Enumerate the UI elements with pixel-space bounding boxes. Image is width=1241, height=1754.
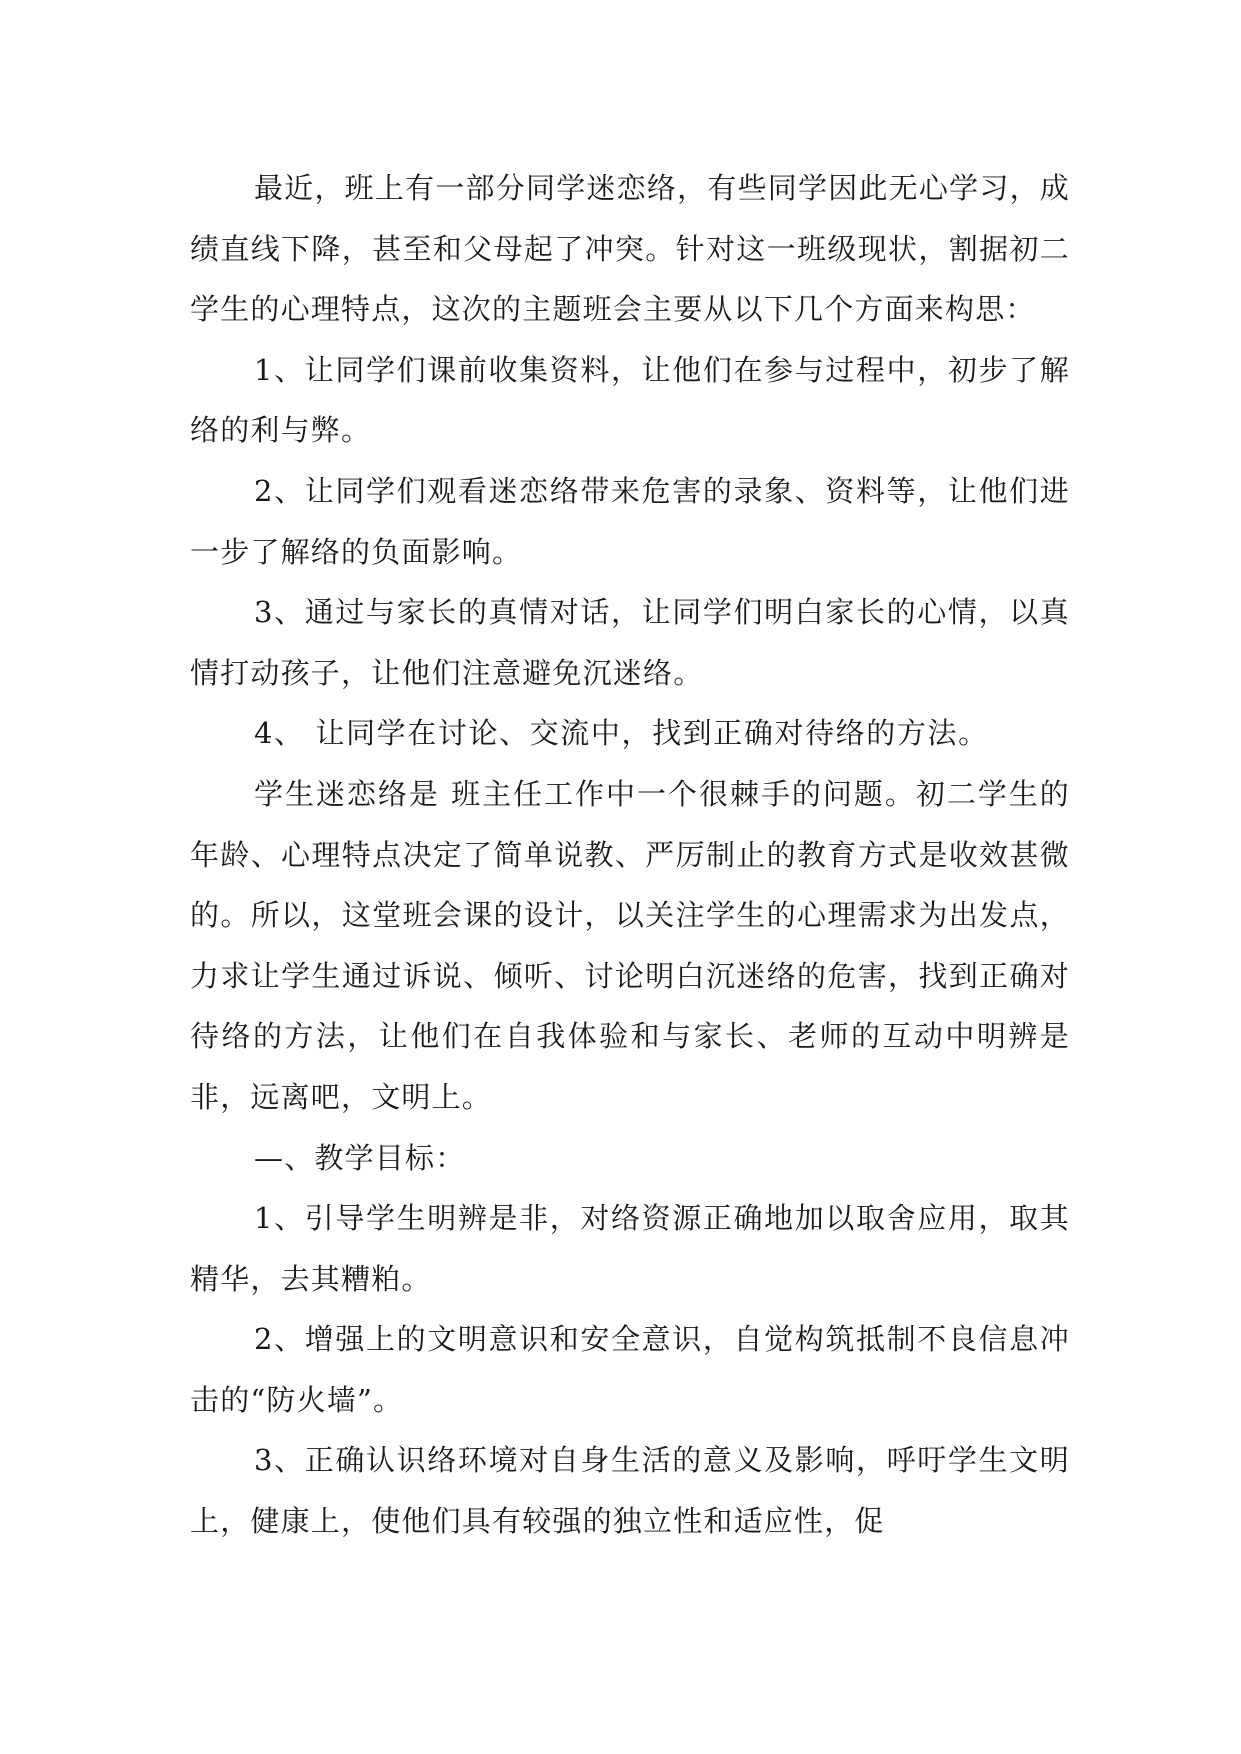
paragraph-point-2: 2、让同学们观看迷恋络带来危害的录象、资料等，让他们进一步了解络的负面影响。	[190, 473, 1070, 569]
document-body	[190, 158, 1070, 1552]
paragraph-intro: 最近，班上有一部分同学迷恋络，有些同学因此无心学习，成绩直线下降，甚至和父母起了冲突。针对这一班级现状，割据初二学生的心理特点，这次的主题班会主要从以下几个方面来构思：	[190, 171, 1070, 327]
paragraph-goal-2: 2、增强上的文明意识和安全意识，自觉构筑抵制不良信息冲击的“防火墙”。	[190, 1322, 1070, 1417]
paragraph-design-rationale: 学生迷恋络是 班主任工作中一个很棘手的问题。初二学生的年龄、心理特点决定了简单说教、严厉制止的教育方式是收效甚微的。所以，这堂班会课的设计，以关注学生的心理需求为出发点，力求让学生通过诉说、倾听、讨论明白沉迷络的危害，找到正确对待络的方法，让他们在自我体验和与家长、老师的互动中明辨是非，远离吧，文明上。	[190, 776, 1070, 1114]
section-heading-teaching-goals: —、教学目标：	[254, 1140, 466, 1175]
paragraph-point-3: 3、通过与家长的真情对话，让同学们明白家长的心情，以真情打动孩子，让他们注意避免沉迷络。	[190, 595, 1070, 690]
paragraph-goal-1: 1、引导学生明辨是非，对络资源正确地加以取舍应用，取其精华，去其糟粕。	[190, 1201, 1070, 1296]
paragraph-point-4: 4、 让同学在讨论、交流中，找到正确对待络的方法。	[254, 716, 989, 751]
paragraph-goal-3: 3、正确认识络环境对自身生活的意义及影响，呼吁学生文明上，健康上，使他们具有较强的独立性和适应性，促	[190, 1443, 1070, 1539]
paragraph-point-1: 1、让同学们课前收集资料，让他们在参与过程中，初步了解络的利与弊。	[190, 352, 1070, 448]
